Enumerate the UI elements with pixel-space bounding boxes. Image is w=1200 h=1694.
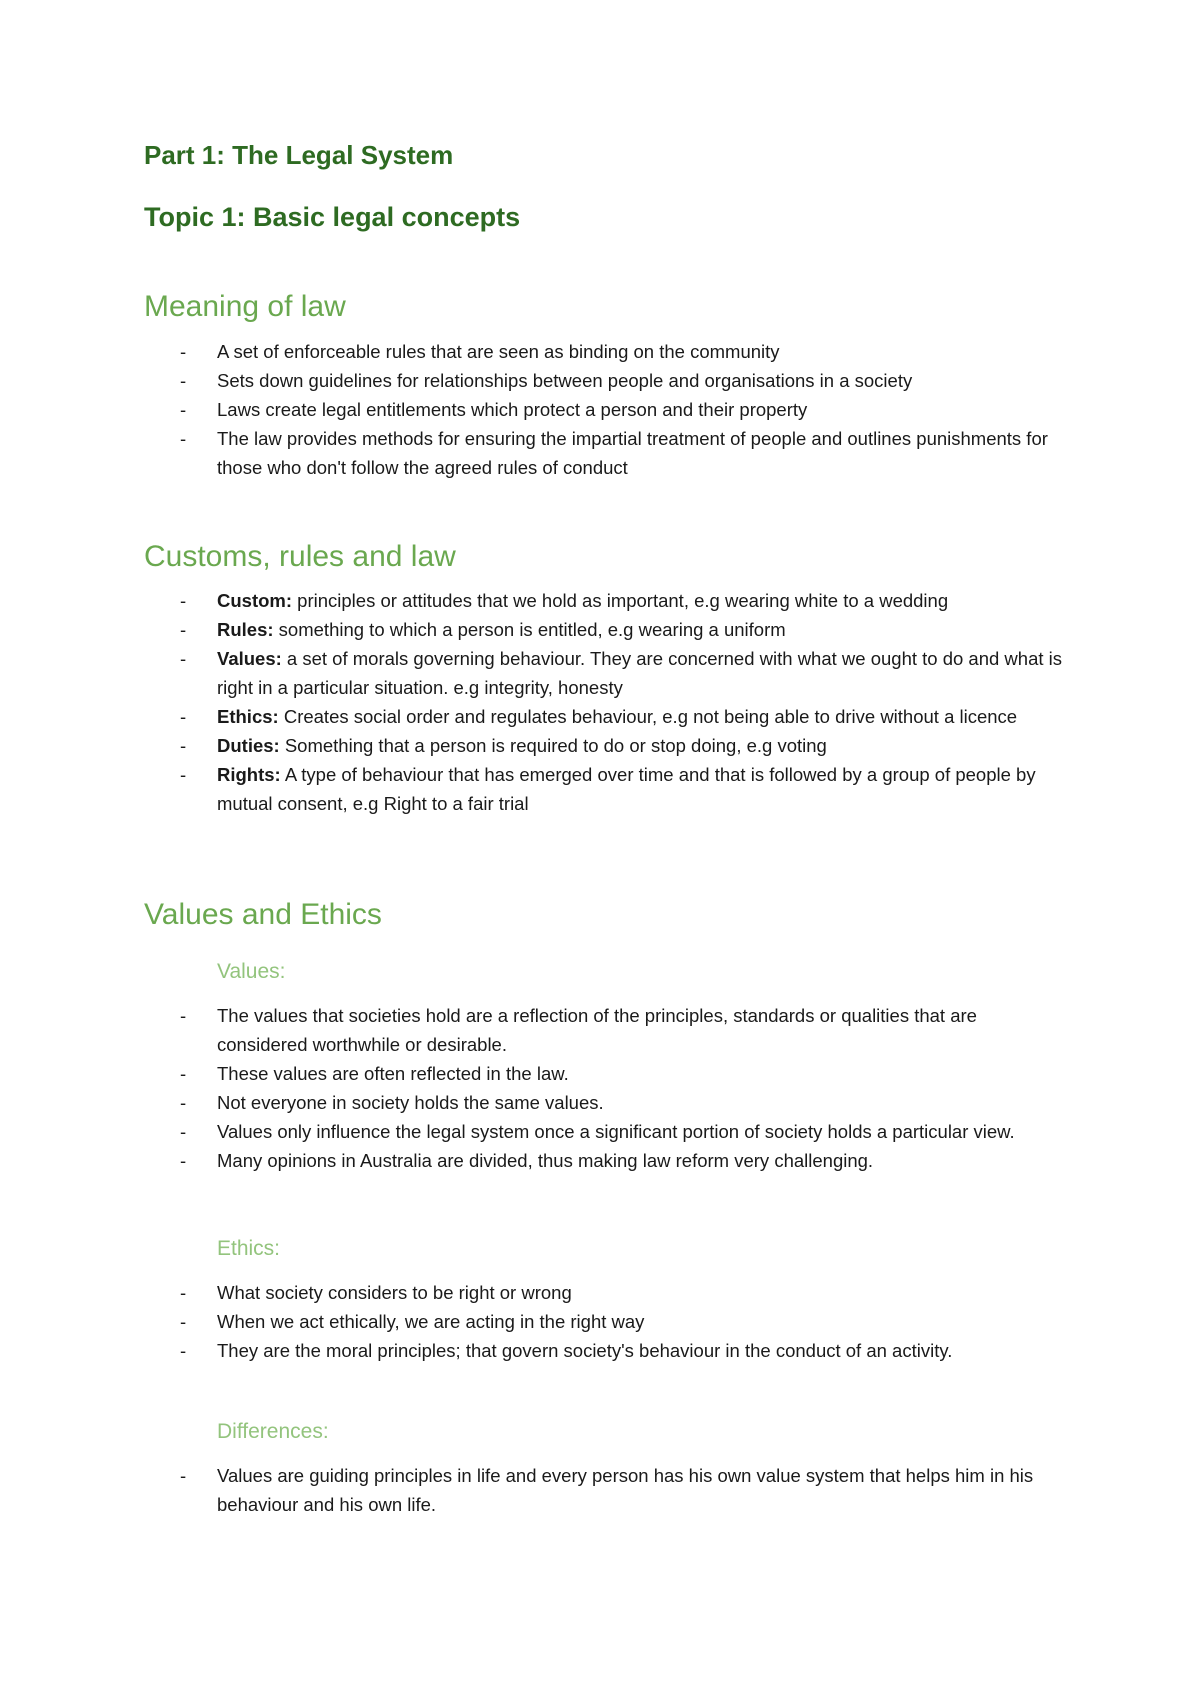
ethics-subheading: Ethics: (217, 1237, 281, 1260)
list-item: - A set of enforceable rules that are seen as binding on the community (0, 337, 1200, 366)
customs-list (0, 586, 1200, 818)
dash-bullet: - (180, 1121, 187, 1142)
list-item: - Laws create legal entitlements which protect a person and their property (0, 395, 1200, 424)
dash-bullet: - (180, 735, 187, 756)
list-item: - What society considers to be right or wrong (0, 1278, 1200, 1307)
list-item: - Values only influence the legal system once a significant portion of society holds a particular view. (0, 1117, 1200, 1146)
customs-heading: Customs, rules and law (144, 540, 456, 573)
dash-bullet: - (180, 764, 187, 785)
dash-bullet: - (180, 428, 187, 449)
dash-bullet: - (180, 1282, 187, 1303)
dash-bullet: - (180, 706, 187, 727)
dash-bullet: - (180, 590, 187, 611)
differences-list (0, 1461, 1200, 1519)
differences-subheading: Differences: (217, 1420, 329, 1443)
term-label: Custom: (217, 590, 293, 611)
ethics-list (0, 1278, 1200, 1365)
dash-bullet: - (180, 1005, 187, 1026)
list-item: - Rights: A type of behaviour that has emerged over time and that is followed by a group of people by mutual consent, e.g Right to a fair trial (0, 760, 1200, 818)
list-item: - Sets down guidelines for relationships between people and organisations in a society (0, 366, 1200, 395)
values-subheading: Values: (217, 960, 286, 983)
dash-bullet: - (180, 1092, 187, 1113)
term-label: Rights: (217, 764, 281, 785)
dash-bullet: - (180, 399, 187, 420)
topic-title: Topic 1: Basic legal concepts (144, 202, 521, 232)
dash-bullet: - (180, 1150, 187, 1171)
dash-bullet: - (180, 619, 187, 640)
dash-bullet: - (180, 341, 187, 362)
list-item: - The law provides methods for ensuring the impartial treatment of people and outlines punishments for those who don't follow the agreed rules of conduct (0, 424, 1200, 482)
list-item: - Custom: principles or attitudes that we hold as important, e.g wearing white to a wedding (0, 586, 1200, 615)
list-item: - They are the moral principles; that govern society's behaviour in the conduct of an activity. (0, 1336, 1200, 1365)
list-item: - Values: a set of morals governing behaviour. They are concerned with what we ought to do and what is right in a particular situation. e.g integrity, honesty (0, 644, 1200, 702)
term-label: Rules: (217, 619, 274, 640)
list-item: - When we act ethically, we are acting in the right way (0, 1307, 1200, 1336)
dash-bullet: - (180, 648, 187, 669)
list-item: - Rules: something to which a person is entitled, e.g wearing a uniform (0, 615, 1200, 644)
dash-bullet: - (180, 1340, 187, 1361)
term-label: Ethics: (217, 706, 279, 727)
meaning-list (0, 337, 1200, 482)
dash-bullet: - (180, 1063, 187, 1084)
list-item: - Many opinions in Australia are divided, thus making law reform very challenging. (0, 1146, 1200, 1175)
values-list (0, 1001, 1200, 1175)
meaning-heading: Meaning of law (144, 290, 346, 323)
part-title: Part 1: The Legal System (144, 140, 454, 170)
list-item: - Ethics: Creates social order and regulates behaviour, e.g not being able to drive without a licence (0, 702, 1200, 731)
term-label: Values: (217, 648, 282, 669)
dash-bullet: - (180, 1465, 187, 1486)
values-ethics-heading: Values and Ethics (144, 898, 382, 931)
list-item: - These values are often reflected in the law. (0, 1059, 1200, 1088)
list-item: - The values that societies hold are a reflection of the principles, standards or qualities that are considered worthwhile or desirable. (0, 1001, 1200, 1059)
list-item: - Values are guiding principles in life and every person has his own value system that helps him in his behaviour and his own life. (0, 1461, 1200, 1519)
dash-bullet: - (180, 1311, 187, 1332)
list-item: - Not everyone in society holds the same values. (0, 1088, 1200, 1117)
dash-bullet: - (180, 370, 187, 391)
list-item: - Duties: Something that a person is required to do or stop doing, e.g voting (0, 731, 1200, 760)
term-label: Duties: (217, 735, 280, 756)
